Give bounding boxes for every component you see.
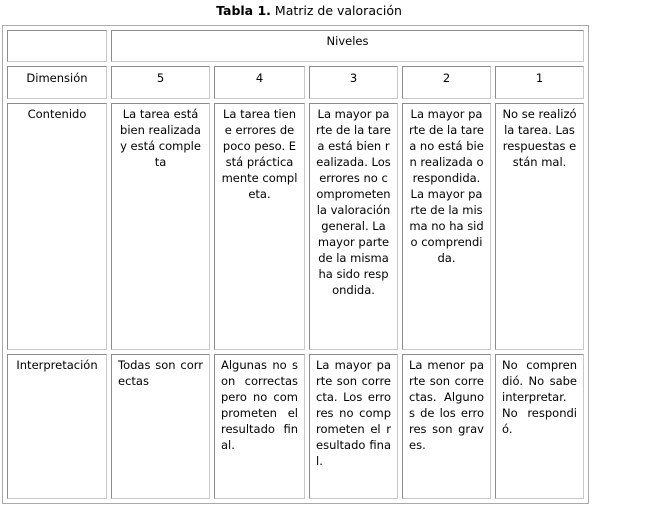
table-cell: La mayor parte son correcta. Los errores no comprometen el resultado final. <box>309 354 398 499</box>
table-cell: Todas son correctas <box>111 354 210 499</box>
empty-corner-cell <box>7 30 107 62</box>
dimension-header: Dimensión <box>7 66 107 99</box>
caption-label: Tabla 1. <box>216 3 271 18</box>
table-cell: Algunas no son correctas pero no comprometen el resultado final. <box>214 354 305 499</box>
table-cell: La mayor parte de la tarea está bien realizada. Los errores no comprometen la valoración general. La mayor parte de la misma ha sido respondida. <box>309 103 398 350</box>
table-cell: La mayor parte de la tarea no está bien realizada o respondida. La mayor parte de la misma no ha sido comprendida. <box>402 103 491 350</box>
table-cell: No comprendió. No sabe interpretar. No respondió. <box>495 354 584 499</box>
level-header-1: 1 <box>495 66 584 99</box>
valuation-matrix-table <box>2 25 589 504</box>
table-row-contenido <box>7 103 584 350</box>
table-caption <box>0 3 618 19</box>
table-cell: La menor parte son correctas. Algunos de los errores son graves. <box>402 354 491 499</box>
table-row-group-header <box>7 30 584 62</box>
table-cell: La tarea tiene errores de poco peso. Está prácticamente completa. <box>214 103 305 350</box>
level-header-3: 3 <box>309 66 398 99</box>
level-header-4: 4 <box>214 66 305 99</box>
level-header-5: 5 <box>111 66 210 99</box>
levels-group-header: Niveles <box>111 30 584 62</box>
level-header-2: 2 <box>402 66 491 99</box>
caption-title: Matriz de valoración <box>274 3 402 18</box>
dimension-cell: Interpretación <box>7 354 107 499</box>
table-cell: No se realizó la tarea. Las respuestas están mal. <box>495 103 584 350</box>
table-row-level-header <box>7 66 584 99</box>
dimension-cell: Contenido <box>7 103 107 350</box>
table-row-interpretacion <box>7 354 584 499</box>
table-cell: La tarea está bien realizada y está completa <box>111 103 210 350</box>
